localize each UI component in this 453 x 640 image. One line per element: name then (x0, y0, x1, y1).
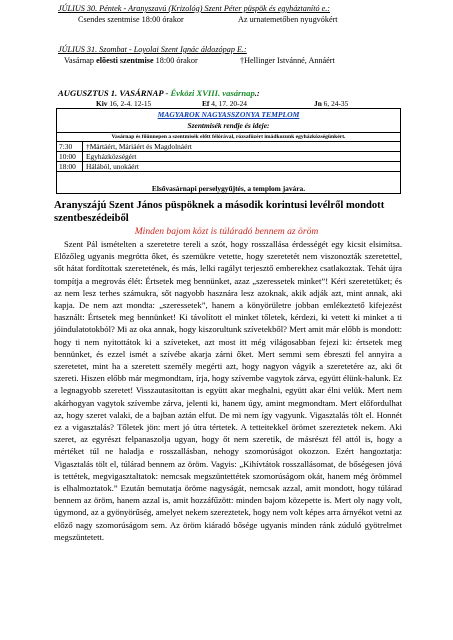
schedule-intention: Egyházközségért (86, 152, 137, 161)
event-intention-july-30: Az urnatemetőben nyugvókért (238, 15, 338, 24)
reading-2: Ef 4, 17. 20-24 (202, 99, 247, 108)
event-mass-july-31: Vasárnap elõesti szentmise 18:00 órakor (64, 56, 198, 65)
mass-schedule-box (56, 108, 401, 194)
event-intention-july-31: †Hellinger Istvánné, Annáért (240, 56, 335, 65)
collection-note: Elsővasárnapi perselygyűjtés, a templom javára. (151, 184, 306, 193)
event-mass-july-30: Csendes szentmise 18:00 órakor (78, 15, 184, 24)
church-name: MAGYAROK NAGYASSZONYA TEMPLOM (157, 110, 300, 119)
reading-3: Jn 6, 24-35 (314, 99, 349, 108)
reading-1: Kiv 16, 2-4. 12-15 (96, 99, 152, 108)
schedule-intention: Hálából, unokáért (86, 162, 139, 171)
schedule-row (57, 142, 400, 152)
event-heading-july-31: JÚLIUS 31. Szombat - Loyolai Szent Ignác áldozópap E.: (58, 45, 247, 54)
schedule-time: 18:00 (57, 162, 83, 172)
schedule-time: 7:30 (57, 142, 83, 152)
schedule-intention: †Mártáért, Máriáért és Magdolnáért (86, 142, 192, 151)
article-body: Szent Pál ismételten a szeretetre tereli a szót, hogy rosszallása érdességét egy kicsit elsimítsa. Előzőleg ugyanis megrótta őket, és szemükre vetette, hogy szeretetét nem viszonozták szeretettel, sőt hátat fordítottak szeretetének, és más, lelki ragályt terjesztő emberekhez csatlakoztak. Tehát újra tompítja a megrovás élét: Értsetek meg bennünket, azaz „szeressetek minket”! Kéri szeretetüket; és az nem lesz terhes számukra, sőt nagyobb hasznára lesz azoknak, akik adják azt, mint annak, aki kapja. De nem azt mondta: „szeressetek”, hanem a könyörületre jobban emlékeztető kifejezést használt: Értsetek meg bennünket! Ki távolított el minket tőletek, kérdezi, ki vetett ki minket a ti jóindulatotokból? Mi az oka annak, hogy kiszorultunk szívetekből? Mert amit már előbb is mondott: hogy ti nem nyitottátok ki a szíveteket, azt most itt még világosabban fejezi ki: értsetek meg bennünket, és ezzel ismét a szívébe akarja zárni őket. Mert semmi sem ébreszti fel annyira a szeretetet, mint ha a szeretett személy megérti azt, hogy nagyon vágyik a szeretetére az, aki őt szereti. Hiszen előbb már megmondtam, írja, hogy szívembe vagytok zárva, együtt élünk-halunk. Ez a legnagyobb szeretet! Visszautasítottan is együtt akar meghalni, együtt akar élni velük. Mert nem akárhogyan vagytok szívembe zárva, jelenti ki, hanem úgy, amint megmondtam. Mert előfordulhat az, hogy szeret valaki, de a bajban aztán elfut. De mi nem így vagyunk. Vigasztalás tölt el. Honnét ez a vigasztalás? Tőletek jön: mert jó útra tértetek. A tetteitekkel örömet szereztetek nekem. Aki szeret, az egyrészt felpanaszolja ugyan, hogy őt nem szeretik, de másrészt fél attól is, hogy a mértéket túl ne haladja e rosszallásban, nehogy szomorúságot okozzon. Ezért hangoztatja: Vigasztalás tölt el, túlárad bennem az öröm. Vagyis: „Kihívtátok rosszallásomat, de bőségesen jóvá is tettétek, megvigasztaltatok: nemcsak megszüntettétek szomorúságom okát, hanem még örömmel is elhalmoztatok.” Ezután bemutatja öröme nagyságát, nemcsak azzal, amit mondott, hogy túlárad bennem az öröm, hanem azzal is, amit hozzáfűzött: minden bajom közepette is. Mert oly nagy volt, úgymond, az a gyönyörűség, amelyet nekem szereztetek, hogy nem volt képes arra árnyékot vetni az előző nagy szomorúságom sem. Az öröm kiáradó bősége ugyanis minden ránk zúduló gyötrelmet megszüntetett. (54, 239, 402, 542)
schedule-title: Szentmisék rendje és ideje: (187, 121, 270, 130)
article-subtitle: Minden bajom közt is túláradó bennem az öröm (134, 226, 319, 237)
rosary-note: Vasárnap és főünnepen a szentmisék előtt félórával, rózsafüzért imádkozunk egyházközségünkért. (57, 132, 400, 142)
schedule-row (57, 152, 400, 162)
sunday-heading: AUGUSZTUS 1. VASÁRNAP - Évközi XVIII. vasárnap.: (58, 88, 260, 98)
article-title: Aranyszájú Szent János püspöknek a második korintusi levélről mondott szentbeszédeiből (54, 200, 385, 224)
schedule-time: 10:00 (57, 152, 83, 162)
schedule-row (57, 162, 400, 172)
event-heading-july-30: JÚLIUS 30. Péntek - Aranyszavú (Krizológ) Szent Péter püspök és egyháztanító e.: (58, 4, 331, 13)
